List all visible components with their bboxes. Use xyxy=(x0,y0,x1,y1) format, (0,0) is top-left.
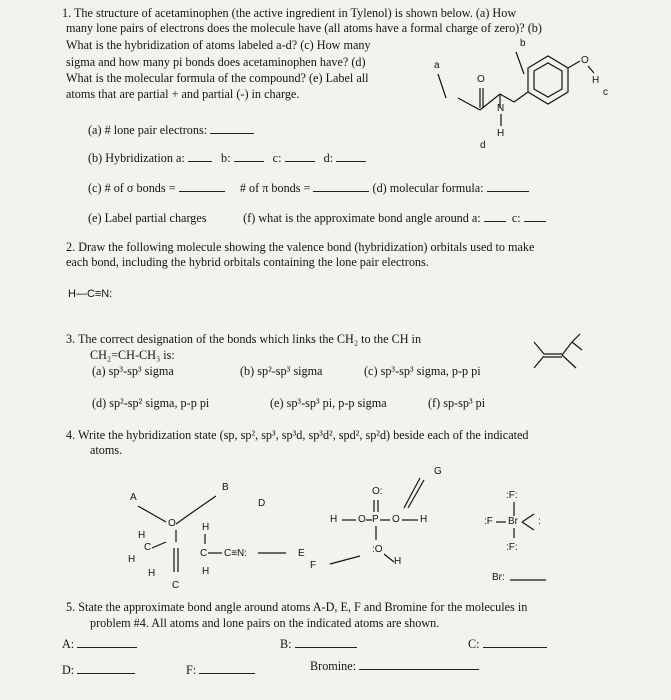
angle-c-label: c: xyxy=(511,211,521,225)
hyb-a-label: (b) Hybridization a: xyxy=(88,151,185,165)
svg-text:H: H xyxy=(202,566,210,577)
q5-answer-A xyxy=(62,636,137,652)
q5-A-label: A: xyxy=(62,637,75,651)
q5-B-label: B: xyxy=(280,637,292,651)
q1-line-6: atoms that are partial + and partial (-) in charge. xyxy=(66,87,300,101)
q2-line-2: each bond, including the hybrid orbitals containing the lone pair electrons. xyxy=(66,255,429,269)
q1-line-5: What is the molecular formula of the compound? (e) Label all xyxy=(66,71,369,85)
q4-line-2: atoms. xyxy=(90,443,123,457)
q3-option-b[interactable]: (b) sp²-sp³ sigma xyxy=(240,364,323,378)
lone-pair-blank[interactable] xyxy=(210,122,254,134)
q5-line-2: problem #4. All atoms and lone pairs on the indicated atoms are shown. xyxy=(90,616,440,630)
q4-brf3-molecule xyxy=(470,480,590,590)
q3-line-1: 3. The correct designation of the bonds which links the CH₂ to the CH in xyxy=(66,332,422,346)
angle-a-blank[interactable] xyxy=(484,210,506,222)
q5-A-blank[interactable] xyxy=(77,636,137,648)
svg-text::F:: :F: xyxy=(506,490,518,501)
hyb-a-blank[interactable] xyxy=(188,150,212,162)
svg-text::O: :O xyxy=(372,544,383,555)
svg-text::F: :F xyxy=(484,516,493,527)
q1-line-3: What is the hybridization of atoms labeled a-d? (c) How many xyxy=(66,38,371,52)
q3-line-2: CH₂=CH-CH₃ is: xyxy=(90,348,175,362)
nitrogen: N xyxy=(497,103,505,114)
q5-answer-bromine xyxy=(310,658,479,674)
hcn-molecule: H—C≡N: xyxy=(68,288,113,300)
q5-C-label: C: xyxy=(468,637,480,651)
q5-B-blank[interactable] xyxy=(295,636,357,648)
hyb-b-blank[interactable] xyxy=(234,150,264,162)
label-B: B xyxy=(222,482,229,493)
svg-text:O:: O: xyxy=(372,486,383,497)
svg-text:H: H xyxy=(330,514,338,525)
label-F: F xyxy=(310,560,317,571)
carbonyl-oxygen: O xyxy=(477,74,485,85)
q2-line-1: 2. Draw the following molecule showing the valence bond (hybridization) orbitals used to make xyxy=(66,240,535,254)
q5-bromine-blank[interactable] xyxy=(359,658,479,670)
sigma-blank[interactable] xyxy=(179,180,225,192)
pi-blank[interactable] xyxy=(313,180,369,192)
q1-line-1: 1. The structure of acetaminophen (the active ingredient in Tylenol) is shown below. (a) How xyxy=(62,6,517,20)
svg-text::F:: :F: xyxy=(506,542,518,553)
oh-oxygen: O xyxy=(581,55,589,66)
partial-charges-label: (e) Label partial charges xyxy=(88,211,207,225)
svg-text:H: H xyxy=(148,568,156,579)
q5-bromine-label: Bromine: xyxy=(310,659,357,673)
svg-text:O: O xyxy=(168,518,176,529)
acetaminophen-structure xyxy=(420,38,620,151)
q3-option-a[interactable]: (a) sp³-sp³ sigma xyxy=(92,364,174,378)
label-A: A xyxy=(130,492,137,503)
label-a: a xyxy=(434,60,440,71)
q3-option-f[interactable]: (f) sp-sp³ pi xyxy=(428,396,486,410)
q5-line-1: 5. State the approximate bond angle around atoms A-D, E, F and Bromine for the molecules in xyxy=(66,600,528,614)
label-D: D xyxy=(258,498,266,509)
hybridization-row xyxy=(88,150,366,166)
label-E: E xyxy=(298,548,305,559)
partial-row xyxy=(88,210,546,226)
svg-text:P: P xyxy=(372,514,379,525)
svg-text::: : xyxy=(538,516,541,527)
svg-text:C: C xyxy=(144,542,152,553)
label-C: C xyxy=(172,580,180,591)
q4-line-1: 4. Write the hybridization state (sp, sp², sp³, sp³d, sp³d², spd², sp²d) beside each of the indicated xyxy=(66,428,529,442)
hyb-d-blank[interactable] xyxy=(336,150,366,162)
bonds-row xyxy=(88,180,529,196)
label-b: b xyxy=(520,38,526,49)
q3-option-c[interactable]: (c) sp³-sp³ sigma, p-p pi xyxy=(364,364,481,378)
svg-text:H: H xyxy=(420,514,428,525)
svg-text:O: O xyxy=(358,514,366,525)
hyb-c-blank[interactable] xyxy=(285,150,315,162)
svg-text:H: H xyxy=(394,556,402,567)
q5-D-label: D: xyxy=(62,663,75,677)
svg-text:H: H xyxy=(138,530,146,541)
q5-F-blank[interactable] xyxy=(199,662,255,674)
formula-blank[interactable] xyxy=(487,180,529,192)
bond-angle-label: (f) what is the approximate bond angle around a: xyxy=(243,211,481,225)
hyb-c-label: c: xyxy=(272,151,282,165)
svg-text:C≡N:: C≡N: xyxy=(224,548,248,559)
label-Br: Br: xyxy=(492,572,505,583)
q1-line-2: many lone pairs of electrons does the molecule have (all atoms have a formal charge of zero)? (b) xyxy=(66,21,542,35)
svg-text:O: O xyxy=(392,514,400,525)
q3-option-d[interactable]: (d) sp²-sp² sigma, p-p pi xyxy=(92,396,210,410)
svg-text:Br: Br xyxy=(508,516,518,527)
lone-pair-label: (a) # lone pair electrons: xyxy=(88,123,208,137)
q5-answer-F xyxy=(186,662,255,678)
q5-D-blank[interactable] xyxy=(77,662,135,674)
svg-text:H: H xyxy=(128,554,136,565)
svg-text:H: H xyxy=(202,522,210,533)
formula-label: (d) molecular formula: xyxy=(372,181,484,195)
q1-line-4: sigma and how many pi bonds does acetaminophen have? (d) xyxy=(66,55,366,69)
propene-structure xyxy=(520,332,600,382)
angle-c-blank[interactable] xyxy=(524,210,546,222)
label-c: c xyxy=(603,87,608,98)
hyb-d-label: d: xyxy=(323,151,334,165)
label-G: G xyxy=(434,466,442,477)
lone-pair-row xyxy=(88,122,254,138)
sigma-label: (c) # of σ bonds = xyxy=(88,181,176,195)
pi-label: # of π bonds = xyxy=(239,181,311,195)
hyb-b-label: b: xyxy=(220,151,231,165)
q5-answer-C xyxy=(468,636,547,652)
q3-option-e[interactable]: (e) sp³-sp³ pi, p-p sigma xyxy=(270,396,387,410)
q5-answer-D xyxy=(62,662,135,678)
amine-hydrogen: H xyxy=(497,128,505,139)
q4-phosphoric-molecule xyxy=(300,466,460,580)
oh-hydrogen: H xyxy=(592,75,600,86)
q5-F-label: F: xyxy=(186,663,197,677)
q5-C-blank[interactable] xyxy=(483,636,547,648)
label-d: d xyxy=(480,140,486,151)
q5-answer-B xyxy=(280,636,357,652)
svg-text:C: C xyxy=(200,548,208,559)
